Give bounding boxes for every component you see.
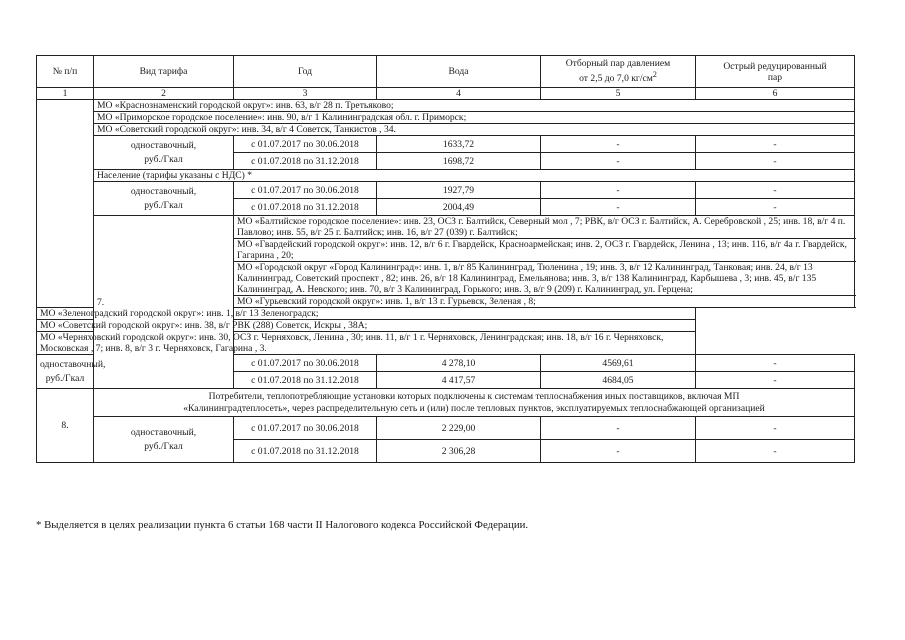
period-cell: с 01.07.2017 по 30.06.2018 [234, 355, 377, 372]
column-number: 2 [94, 88, 234, 100]
mo-row [37, 308, 855, 320]
column-number: 1 [37, 88, 94, 100]
consumers-row [37, 389, 855, 417]
column-number: 4 [377, 88, 541, 100]
consumers-text [94, 389, 855, 417]
mo-row [37, 216, 855, 239]
mo-text: МО «Краснознаменский городской округ»: инв. 63, в/г 28 п. Третьяково; [94, 100, 855, 112]
mo-text: МО «Зеленоградский городской округ»: инв. 1, в/г 13 Зеленоградск; [37, 308, 696, 320]
mo-text: МО «Балтийское городское поселение»: инв. 23, ОСЗ г. Балтийск, Северный мол , 7; РВК, в/г ОСЗ г. Балтийск, А. Серебровской , 25; инв. 18, в/г 4 п. Павлово; инв. 55, в/г 25 г. Балтийск; инв. 16, в/г 27 (039) г. Балтийск; [234, 216, 855, 239]
tariff-type-line1: одноставочный, [130, 185, 197, 197]
tariff-type-line2: руб./Гкал [45, 372, 85, 384]
water-value: 1927,79 [377, 182, 541, 199]
consumers-line1: Потребители, теплопотребляющие установки которых подключены к системам теплоснабжения иных поставщиков, включая МП [208, 390, 740, 402]
mo-text: МО «Гвардейский городской округ»: инв. 12, в/г 6 г. Гвардейск, Красноармейская; инв. 2, ОСЗ г. Гвардейск, Ленина , 13; инв. 116, в/г 4а г. Гвардейск, Гагарина , 20; [234, 239, 855, 262]
mo-row [37, 320, 855, 332]
water-value: 4 278,10 [377, 355, 541, 372]
mo-text: МО «Приморское городское поселение»: инв. 90, в/г 1 Калининградская обл. г. Приморск; [94, 112, 855, 124]
steam-value: - [541, 199, 696, 216]
hot-steam-value: - [696, 153, 855, 170]
tariff-type [94, 417, 234, 463]
header-hot [696, 56, 855, 88]
row-number-empty [37, 100, 94, 308]
tariff-type-line1: одноставочный, [130, 426, 197, 438]
row-number: 7. [94, 216, 234, 389]
consumers-line2: «Калининградтеплосеть», через распределительную сеть и (или) после тепловых пунктов, эксплуатируемых теплоснабжающей организацией [183, 402, 765, 414]
row-number: 8. [37, 389, 94, 463]
header-steam-sup: 2 [652, 70, 657, 80]
mo-text: МО «Черняховский городской округ»: инв. 30, ОСЗ г. Черняховск, Ленина , 30; инв. 11, в/г 1 г. Черняховск, Ленинградская; инв. 18, в/г 16 г. Черняховск, Московская , 7; инв. 8, в/г 3 г. Черняховск, Гагарина , 3. [37, 332, 696, 355]
header-steam [541, 56, 696, 88]
tariff-table [36, 55, 855, 463]
tariff-row [37, 417, 855, 440]
steam-value: - [541, 136, 696, 153]
hot-steam-value: - [696, 417, 855, 440]
water-value: 2 229,00 [377, 417, 541, 440]
steam-value: - [541, 153, 696, 170]
tariff-type [94, 136, 234, 170]
tariff-type-line1: одноставочный, [40, 358, 106, 370]
steam-value: - [541, 440, 696, 463]
mo-row [37, 124, 855, 136]
tariff-row [37, 182, 855, 199]
mo-text: МО «Советский городской округ»: инв. 38, в/г РВК (288) Советск, Искры , 38А; [37, 320, 696, 332]
mo-row [37, 112, 855, 124]
hot-steam-value: - [696, 440, 855, 463]
hot-steam-value: - [696, 372, 855, 389]
steam-value: 4684,05 [541, 372, 696, 389]
mo-text: МО «Городской округ «Город Калининград»: инв. 1, в/г 85 Калининград, Тюленина , 19; инв. 3, в/г 12 Калининград, Танковая; инв. 24, в/г 13 Калининград, Советский проспект , 82; инв. 26, в/г 18 Калининград, Емельянова; инв. 3, в/г 138 Калининград, Карбышева , 3; инв. 45, в/г 135 Калининград, А. Невского; инв. 70, в/г 3 Калининград, Горького; инв. 3, в/г 9 (209) г. Калининград, ул. Герцена; [234, 262, 855, 296]
hot-steam-value: - [696, 199, 855, 216]
period-cell: с 01.07.2017 по 30.06.2018 [234, 136, 377, 153]
steam-value: - [541, 182, 696, 199]
period-cell: с 01.07.2018 по 31.12.2018 [234, 372, 377, 389]
mo-row [37, 332, 855, 355]
mo-text: МО «Советский городской округ»: инв. 34, в/г 4 Советск, Танкистов , 34. [94, 124, 855, 136]
tariff-type-line1: одноставочный, [130, 139, 197, 151]
period-cell: с 01.07.2017 по 30.06.2018 [234, 182, 377, 199]
population-label: Население (тарифы указаны с НДС) * [94, 170, 855, 182]
tariff-type [94, 182, 234, 216]
header-hot-line1: Острый редуцированный [723, 60, 827, 72]
period-cell: с 01.07.2018 по 31.12.2018 [234, 199, 377, 216]
hot-steam-value: - [696, 355, 855, 372]
tariff-row [37, 136, 855, 153]
header-year: Год [234, 56, 377, 88]
header-steam-line2: от 2,5 до 7,0 кг/см [579, 73, 653, 85]
header-tariff: Вид тарифа [94, 56, 234, 88]
water-value: 2 306,28 [377, 440, 541, 463]
water-value: 4 417,57 [377, 372, 541, 389]
tariff-type [37, 355, 106, 389]
water-value: 2004,49 [377, 199, 541, 216]
column-number: 3 [234, 88, 377, 100]
mo-text: МО «Гурьевский городской округ»: инв. 1, в/г 13 г. Гурьевск, Зеленая , 8; [234, 296, 855, 308]
header-row [37, 56, 855, 88]
period-cell: с 01.07.2018 по 31.12.2018 [234, 440, 377, 463]
header-water: Вода [377, 56, 541, 88]
tariff-type-line2: руб./Гкал [144, 199, 183, 211]
period-cell: с 01.07.2017 по 30.06.2018 [234, 417, 377, 440]
steam-value: - [541, 417, 696, 440]
steam-value: 4569,61 [541, 355, 696, 372]
population-row [37, 170, 855, 182]
column-numbers-row [37, 88, 855, 100]
header-steam-line1: Отборный пар давлением [565, 58, 671, 70]
footnote: * Выделяется в целях реализации пункта 6 статьи 168 части II Налогового кодекса Российской Федерации. [36, 519, 529, 531]
header-hot-line2: пар [767, 71, 783, 83]
hot-steam-value: - [696, 136, 855, 153]
column-number: 5 [541, 88, 696, 100]
water-value: 1698,72 [377, 153, 541, 170]
tariff-type-line2: руб./Гкал [144, 153, 183, 165]
hot-steam-value: - [696, 182, 855, 199]
period-cell: с 01.07.2018 по 31.12.2018 [234, 153, 377, 170]
tariff-type-line2: руб./Гкал [144, 440, 183, 452]
column-number: 6 [696, 88, 855, 100]
mo-row [37, 100, 855, 112]
water-value: 1633,72 [377, 136, 541, 153]
header-num: № п/п [37, 56, 94, 88]
